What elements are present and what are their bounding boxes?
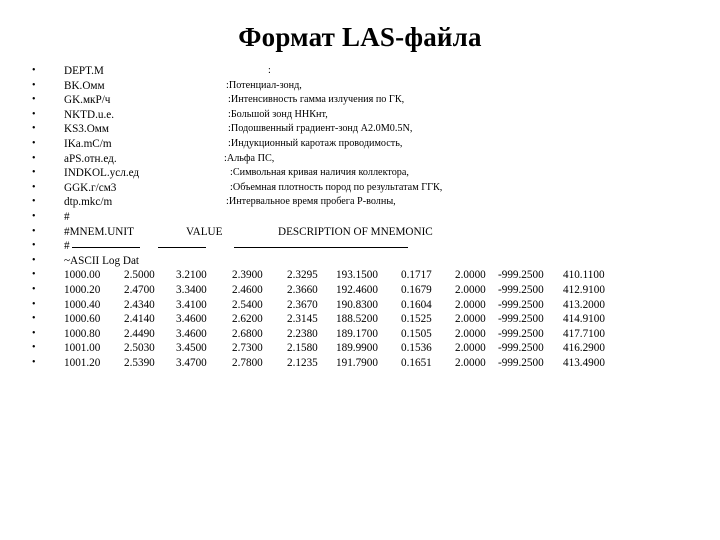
data-cell: 3.3400 [176,284,207,296]
separator-rule [158,247,206,248]
bullet-icon: • [32,313,36,325]
data-row [0,283,720,298]
curve-description: :Индукционный каротаж проводимость, [228,138,403,149]
data-cell: 2.6200 [232,313,263,326]
data-cell: 1000.80 [64,327,101,340]
data-cell: 2.4700 [124,284,155,296]
data-cell: 0.1717 [401,269,432,282]
data-cell: 190.8300 [336,298,378,311]
curve-info-line [0,64,720,79]
data-cell: 3.4600 [176,313,207,326]
curve-mnemonic: GK.мкР/ч [64,94,111,107]
data-cell: 2.5390 [124,357,155,369]
bullet-icon: • [32,196,36,208]
curve-info-line [0,79,720,94]
comment-line [0,210,720,225]
data-cell: 2.5000 [124,269,155,282]
data-cell: 413.4900 [563,357,605,369]
data-cell: 2.0000 [455,357,486,369]
data-row [0,341,720,356]
bullet-icon: • [32,342,36,354]
data-cell: 189.9900 [336,342,378,355]
curve-info-line [0,137,720,152]
separator-rule [234,247,408,248]
data-cell: 2.3660 [287,284,318,296]
ascii-section-label: ~ASCII Log Dat [64,254,140,267]
data-cell: 2.3295 [287,269,318,282]
data-cell: 413.2000 [563,298,605,311]
data-cell: -999.2500 [498,284,544,296]
data-cell: 2.0000 [455,298,486,311]
data-cell: 2.0000 [455,342,486,355]
data-cell: 2.5400 [232,298,263,311]
comment-mark: # [64,211,70,223]
column-description: DESCRIPTION OF MNEMONIC [278,225,433,238]
data-cell: 2.0000 [455,327,486,340]
data-cell: 2.1235 [287,357,318,369]
curve-description: :Большой зонд ННКнт, [228,108,328,120]
data-cell: 0.1505 [401,327,432,340]
bullet-icon: • [32,167,36,179]
data-cell: -999.2500 [498,298,544,311]
column-mnem-unit: #MNEM.UNIT [64,225,134,238]
data-row [0,327,720,342]
data-cell: 3.4500 [176,342,207,355]
bullet-icon: • [32,240,36,252]
curve-description: :Альфа ПС, [224,152,275,164]
curve-description: :Потенциал-зонд, [226,79,302,91]
data-cell: 1000.00 [64,269,101,282]
bullet-icon: • [32,65,36,76]
data-cell: 410.1100 [563,269,605,282]
data-cell: 188.5200 [336,313,378,326]
data-cell: -999.2500 [498,313,544,326]
data-cell: 1000.20 [64,284,101,296]
curve-description: :Подошвенный градиент-зонд A2.0M0.5N, [228,123,413,135]
curve-info-line [0,181,720,196]
bullet-icon: • [32,298,36,310]
curve-info-line [0,108,720,123]
data-cell: 2.7800 [232,357,263,369]
bullet-icon: • [32,123,36,135]
curve-mnemonic: GGK.г/см3 [64,181,117,194]
data-cell: 189.1700 [336,327,378,340]
curve-mnemonic: INDKOL.усл.ед [64,167,140,180]
data-cell: 2.3145 [287,313,318,326]
curve-description: :Интенсивность гамма излучения по ГК, [228,94,405,106]
curve-description: : [268,65,271,76]
data-cell: 2.4140 [124,313,155,326]
data-cell: -999.2500 [498,327,544,340]
data-cell: 191.7900 [336,357,378,369]
bullet-icon: • [32,94,36,106]
data-cell: 0.1536 [401,342,432,355]
bullet-icon: • [32,225,36,237]
data-row [0,312,720,327]
curve-description: :Объемная плотность пород по результатам ГГК, [230,181,443,193]
bullet-icon: • [32,138,36,149]
data-cell: 2.4340 [124,298,155,311]
data-cell: 1000.40 [64,298,101,311]
curve-description: :Символьная кривая наличия коллектора, [230,167,409,179]
data-cell: -999.2500 [498,357,544,369]
data-cell: 0.1604 [401,298,432,311]
data-cell: 1000.60 [64,313,101,326]
curve-info-line [0,195,720,210]
curve-info-line [0,93,720,108]
bullet-icon: • [32,357,36,368]
data-cell: 193.1500 [336,269,378,282]
data-cell: 2.3900 [232,269,263,282]
curve-mnemonic: BK.Омм [64,79,105,92]
curve-mnemonic: NKTD.u.e. [64,108,115,121]
data-cell: 2.2380 [287,327,318,340]
data-cell: 3.4700 [176,357,207,369]
data-row [0,298,720,313]
separator-rule [72,247,140,248]
data-cell: 1001.00 [64,342,101,355]
data-cell: 2.5030 [124,342,155,355]
bullet-icon: • [32,254,36,266]
data-cell: 412.9100 [563,284,605,296]
curve-info-line [0,122,720,137]
bullet-icon: • [32,269,36,281]
curve-info-line [0,166,720,181]
curve-description: :Интервальное время пробега P-волны, [226,196,396,208]
data-cell: 192.4600 [336,284,378,296]
data-cell: 3.4100 [176,298,207,311]
data-cell: 0.1525 [401,313,432,326]
bullet-icon: • [32,327,36,339]
data-cell: 416.2900 [563,342,605,355]
bullet-icon: • [32,284,36,295]
ascii-section-line [0,254,720,269]
data-row [0,356,720,371]
bullet-icon: • [32,108,36,120]
slide-title: Формат LAS-файла [238,22,482,52]
curve-info-line [0,152,720,167]
bullet-icon: • [32,181,36,193]
curve-mnemonic: dtp.mkc/m [64,196,113,209]
data-cell: -999.2500 [498,269,544,282]
bullet-icon: • [32,152,36,164]
separator-line [0,239,720,254]
data-cell: 2.3670 [287,298,318,311]
data-cell: 414.9100 [563,313,605,326]
data-cell: 3.4600 [176,327,207,340]
column-value: VALUE [186,225,223,238]
data-cell: 2.1580 [287,342,318,355]
data-cell: 2.4490 [124,327,155,340]
curve-mnemonic: KS3.Омм [64,123,109,136]
separator-mark: # [64,240,70,253]
data-cell: 2.0000 [455,269,486,282]
data-cell: 1001.20 [64,357,101,369]
data-cell: 3.2100 [176,269,207,282]
curve-mnemonic: IKa.mC/m [64,138,112,150]
curve-mnemonic: DEPT.M [64,65,104,77]
data-cell: 2.4600 [232,284,263,296]
data-cell: 2.7300 [232,342,263,355]
column-header-line [0,225,720,240]
data-cell: 417.7100 [563,327,605,340]
data-row [0,268,720,283]
bullet-icon: • [32,211,36,222]
data-cell: 2.0000 [455,313,486,326]
data-cell: 2.6800 [232,327,263,340]
data-cell: 0.1651 [401,357,432,369]
curve-mnemonic: aPS.отн.ед. [64,152,117,165]
bullet-icon: • [32,79,36,91]
data-cell: 0.1679 [401,284,432,296]
data-cell: 2.0000 [455,284,486,296]
data-cell: -999.2500 [498,342,544,355]
